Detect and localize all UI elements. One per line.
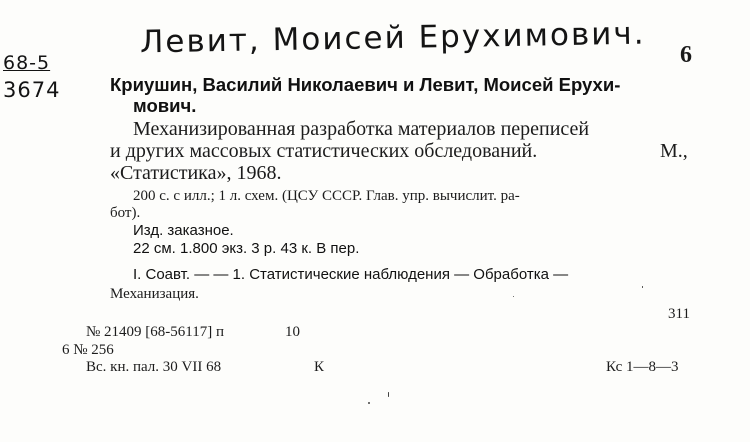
letter-mark: К xyxy=(314,359,325,375)
card-number: 6 xyxy=(680,42,692,68)
title-line1: Механизированная разработка материалов переписей xyxy=(133,118,590,140)
order-number: № 21409 [68-56117] п xyxy=(86,324,225,340)
title-line3: «Статистика», 1968. xyxy=(110,162,282,184)
handwritten-call-number-bottom: 3674 xyxy=(3,78,61,102)
tracings-line1: I. Соавт. — — 1. Статистические наблюдения — Обработка — xyxy=(133,266,569,283)
handwritten-author-name: Левит, Моисей Ерухимович. xyxy=(139,15,646,61)
class-number: 311 xyxy=(668,306,690,322)
edition-note: Изд. заказное. xyxy=(133,222,234,239)
title-place: М., xyxy=(660,140,688,162)
order-suffix: 10 xyxy=(285,324,300,340)
author-heading-line2: мович. xyxy=(133,95,197,116)
physical-description: 22 см. 1.800 экз. 3 р. 43 к. В пер. xyxy=(133,240,360,257)
collation-line1: 200 с. с илл.; 1 л. схем. (ЦСУ СССР. Глав. упр. вычислит. ра- xyxy=(133,188,520,204)
copy-number: 6 № 256 xyxy=(62,342,114,358)
author-heading-line1: Криушин, Василий Николаевич и Левит, Моисей Ерухи- xyxy=(110,74,621,95)
collation-line2: бот). xyxy=(110,205,141,221)
title-line2: и других массовых статистических обследований. xyxy=(110,140,538,162)
classmark: Кс 1—8—3 xyxy=(606,359,679,375)
date-line: Вс. кн. пал. 30 VII 68 xyxy=(86,359,222,375)
handwritten-call-number-top: 68-5 xyxy=(3,52,51,74)
tracings-line2: Механизация. xyxy=(110,286,199,302)
